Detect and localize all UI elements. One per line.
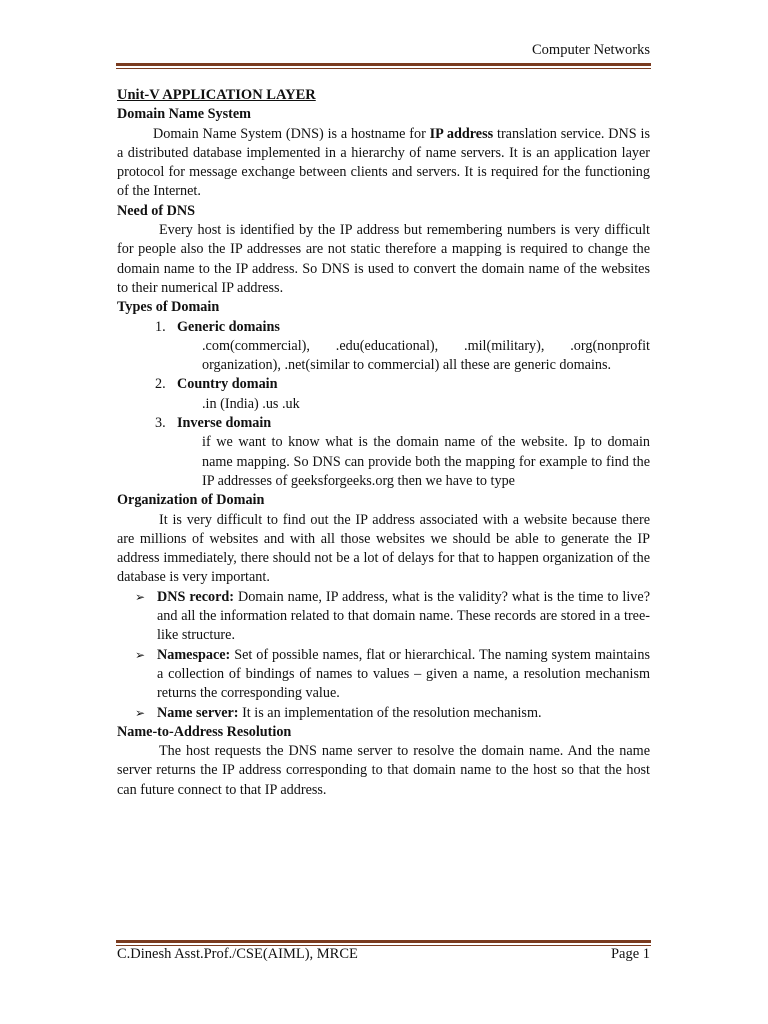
org-term: Namespace: — [157, 646, 231, 663]
footer-author: C.Dinesh Asst.Prof./CSE(AIML), MRCE — [117, 946, 358, 962]
list-number: 2. — [155, 376, 166, 393]
list-label: Country domain — [177, 376, 278, 393]
list-body: .com(commercial), .edu(educational), .mil(military), .org(nonprofit organization), .net(similar to commercial) all these are generic domains. — [202, 337, 650, 374]
list-item — [117, 646, 650, 704]
page-content — [117, 86, 650, 800]
org-list — [117, 588, 650, 723]
domain-types-list — [117, 318, 650, 492]
org-paragraph: It is very difficult to find out the IP address associated with a website because there are millions of websites and with all those websites we should be able to generate the IP address immediately, there should not be a lot of delays for that to happen organization of the database is very important. — [117, 511, 650, 586]
dns-intro-before: Domain Name System (DNS) is a hostname for — [153, 125, 430, 142]
dns-intro-paragraph — [117, 125, 650, 202]
dns-intro-bold: IP address — [429, 125, 494, 142]
list-label: Generic domains — [177, 318, 280, 335]
org-heading: Organization of Domain — [117, 492, 265, 509]
org-text: Domain name, IP address, what is the validity? what is the time to live? and all the information related to that domain name. These records are stored in a tree-like structure. — [157, 588, 650, 644]
arrow-bullet-icon: ➢ — [135, 705, 146, 720]
dns-intro-after: translation service. DNS is a distributed database implemented in a hierarchy of name servers. It is an application layer protocol for message exchange between clients and servers. It is required for the functioning of the Internet. — [117, 125, 650, 200]
header-title: Computer Networks — [532, 42, 650, 58]
list-body: .in (India) .us .uk — [202, 395, 300, 412]
footer-page-number: Page 1 — [610, 946, 650, 962]
org-term: Name server: — [157, 704, 239, 721]
need-heading: Need of DNS — [117, 202, 196, 219]
org-text: It is an implementation of the resolution mechanism. — [238, 704, 542, 721]
resolution-paragraph: The host requests the DNS name server to resolve the domain name. And the name server returns the IP address corresponding to that domain name to the host so that the host can future connect to that IP address. — [117, 743, 650, 798]
list-item — [117, 704, 650, 723]
list-item — [117, 318, 650, 376]
need-paragraph: Every host is identified by the IP address but remembering numbers is very difficult for people also the IP addresses are not static therefore a mapping is required to change the domain name to the IP address. So DNS is used to convert the domain name of the websites to their numerical IP address. — [117, 222, 650, 296]
resolution-heading: Name-to-Address Resolution — [117, 723, 292, 740]
dns-title: Domain Name System — [117, 106, 251, 123]
org-term: DNS record: — [157, 588, 234, 605]
types-heading: Types of Domain — [117, 299, 220, 316]
list-label: Inverse domain — [177, 415, 272, 432]
list-number: 1. — [155, 318, 166, 335]
org-text: Set of possible names, flat or hierarchical. The naming system maintains a collection of bindings of names to values – given a name, a resolution mechanism returns the corresponding value. — [157, 646, 650, 702]
list-number: 3. — [155, 415, 166, 432]
list-body: if we want to know what is the domain name of the website. Ip to domain name mapping. So DNS can provide both the mapping for example to find the IP addresses of geeksforgeeks.org then we have to type — [202, 434, 650, 489]
arrow-bullet-icon: ➢ — [135, 647, 146, 662]
list-item — [117, 588, 650, 646]
list-item — [117, 414, 650, 491]
list-item — [117, 375, 650, 414]
arrow-bullet-icon: ➢ — [135, 589, 146, 604]
unit-title: Unit-V APPLICATION LAYER — [117, 87, 316, 103]
header-rule — [116, 63, 651, 69]
